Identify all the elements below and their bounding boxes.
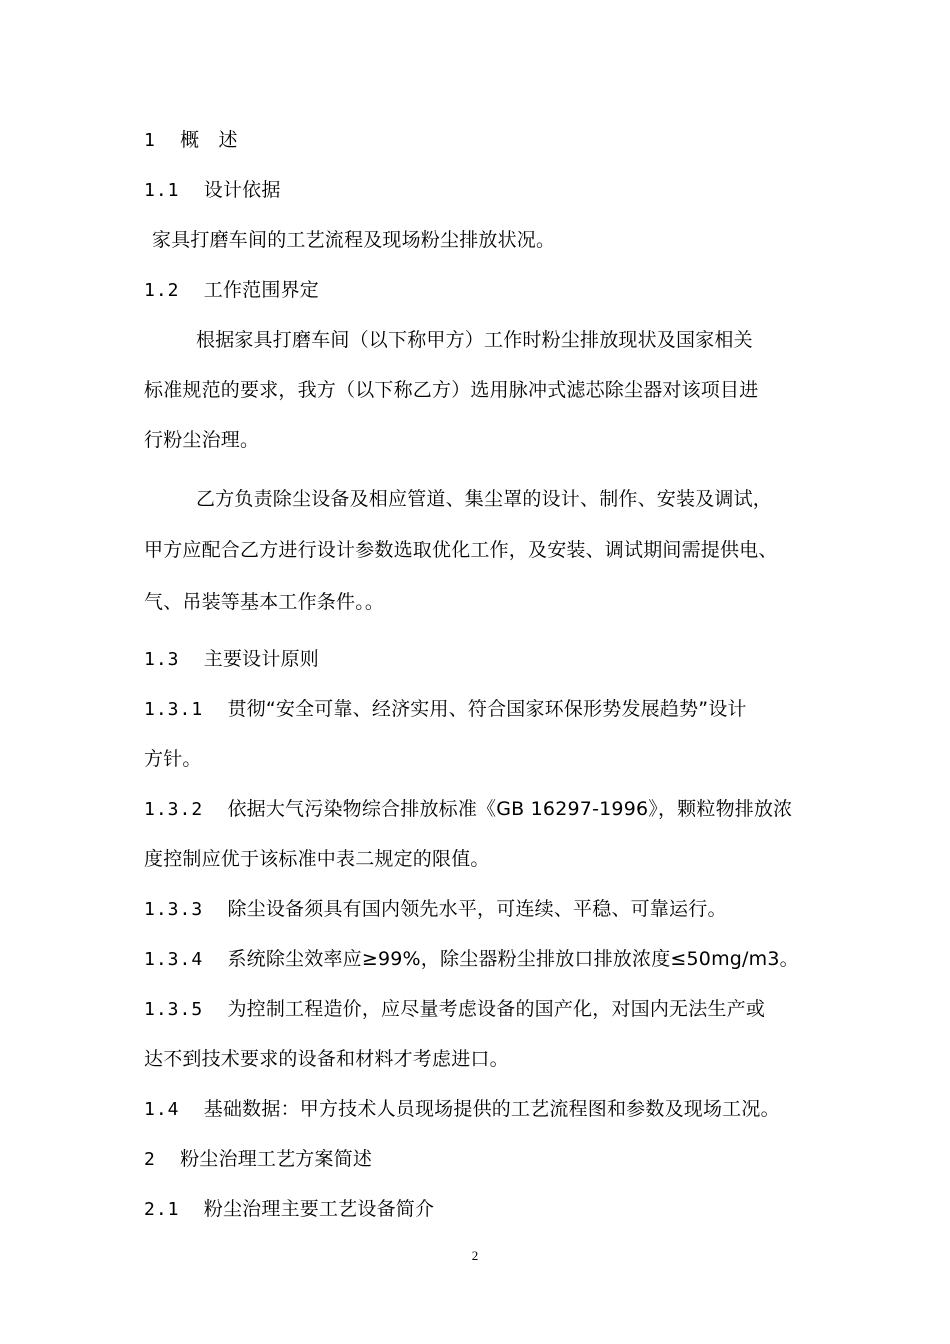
paragraph-scope-2-line: 气、吊装等基本工作条件。。 <box>144 591 385 613</box>
heading-1-4 <box>144 1097 780 1122</box>
heading-2 <box>144 1147 372 1172</box>
item-1-3-5-cont: 达不到技术要求的设备和材料才考虑进口。 <box>144 1048 509 1070</box>
heading-1-1 <box>144 178 281 203</box>
heading-title: 工作范围界定 <box>203 279 319 301</box>
heading-number: 2 <box>144 1149 156 1170</box>
heading-number: 1.1 <box>144 180 180 201</box>
item-1-3-3 <box>144 897 727 922</box>
heading-1-2 <box>144 278 319 303</box>
item-text: 贯彻“安全可靠、经济实用、符合国家环保形势发展趋势”设计 <box>227 698 747 720</box>
page-number: 2 <box>471 1248 479 1263</box>
heading-number: 1.3 <box>144 649 180 670</box>
item-number: 1.3.3 <box>144 899 204 920</box>
heading-title: 粉尘治理主要工艺设备简介 <box>203 1198 435 1220</box>
item-number: 1.3.4 <box>144 949 204 970</box>
item-number: 1.3.5 <box>144 999 204 1020</box>
item-text: 除尘设备须具有国内领先水平，可连续、平稳、可靠运行。 <box>227 898 727 920</box>
paragraph-scope-1-line: 根据家具打磨车间（以下称甲方）工作时粉尘排放现状及国家相关 <box>196 329 753 351</box>
heading-title: 概 述 <box>180 129 238 151</box>
item-1-3-1-cont: 方针。 <box>144 748 202 770</box>
paragraph-scope-1-line: 行粉尘治理。 <box>144 429 260 451</box>
heading-2-1 <box>144 1197 434 1222</box>
paragraph-scope-1-line: 标准规范的要求，我方（以下称乙方）选用脉冲式滤芯除尘器对该项目进 <box>144 379 759 401</box>
heading-number: 1.2 <box>144 280 180 301</box>
item-1-3-2-cont: 度控制应优于该标准中表二规定的限值。 <box>144 848 490 870</box>
heading-number: 1 <box>144 130 156 151</box>
paragraph-scope-2-line: 甲方应配合乙方进行设计参数选取优化工作，及安装、调试期间需提供电、 <box>144 539 778 561</box>
heading-title: 主要设计原则 <box>203 648 319 670</box>
heading-1 <box>144 128 238 153</box>
item-1-3-5 <box>144 997 765 1022</box>
item-1-3-2 <box>144 797 792 822</box>
item-number: 1.3.2 <box>144 799 204 820</box>
heading-number: 2.1 <box>144 1199 180 1220</box>
paragraph-basis: 家具打磨车间的工艺流程及现场粉尘排放状况。 <box>152 229 556 251</box>
item-text: 系统除尘效率应≥99%，除尘器粉尘排放口排放浓度≤50mg/m3。 <box>227 948 799 970</box>
heading-1-3 <box>144 647 319 672</box>
heading-title: 粉尘治理工艺方案简述 <box>180 1148 373 1170</box>
heading-number: 1.4 <box>144 1099 180 1120</box>
paragraph-scope-2-line: 乙方负责除尘设备及相应管道、集尘罩的设计、制作、安装及调试， <box>196 488 773 510</box>
item-1-3-4 <box>144 947 799 972</box>
heading-title: 基础数据：甲方技术人员现场提供的工艺流程图和参数及现场工况。 <box>203 1098 780 1120</box>
heading-title: 设计依据 <box>203 179 281 201</box>
item-text: 依据大气污染物综合排放标准《GB 16297-1996》，颗粒物排放浓 <box>227 798 793 820</box>
item-1-3-1 <box>144 697 747 722</box>
item-number: 1.3.1 <box>144 699 204 720</box>
item-text: 为控制工程造价，应尽量考虑设备的国产化，对国内无法生产或 <box>227 998 766 1020</box>
